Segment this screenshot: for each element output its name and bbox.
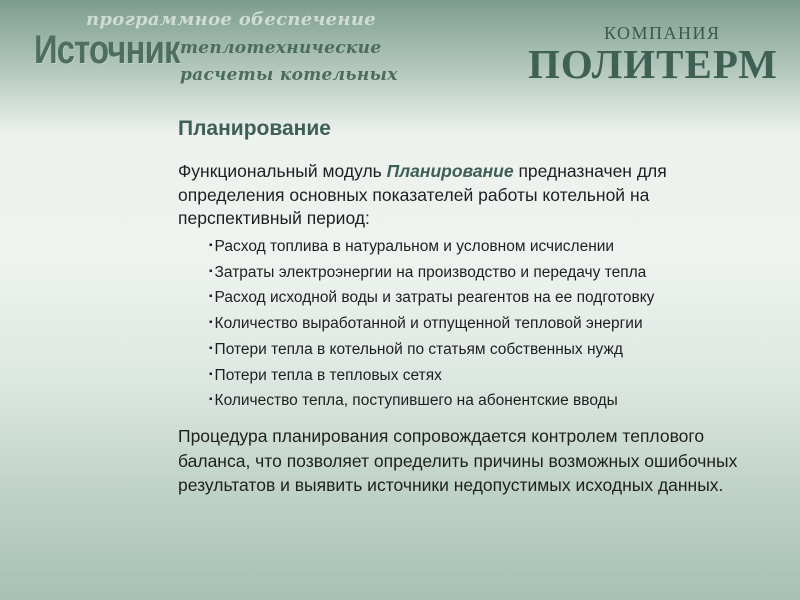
bullet-marker: ▪ <box>209 317 213 329</box>
list-item-text: Количество выработанной и отпущенной тепловой энергии <box>214 315 643 333</box>
list-item-text: Количество тепла, поступившего на абонентские вводы <box>214 392 618 410</box>
company-label: КОМПАНИЯ <box>604 23 721 43</box>
page-title: Планирование <box>178 117 331 140</box>
list-item <box>209 260 654 286</box>
header-banner <box>0 0 800 110</box>
list-item <box>209 337 654 363</box>
list-item-text: Потери тепла в тепловых сетях <box>214 366 442 384</box>
product-logo: Источник <box>34 28 180 72</box>
list-item <box>209 388 654 414</box>
bullet-marker: ▪ <box>209 368 213 380</box>
list-item-text: Расход топлива в натуральном и условном исчислении <box>214 238 615 255</box>
list-item-text: Затраты электроэнергии на производство и передачу тепла <box>214 263 647 281</box>
list-item-text: Потери тепла в котельной по статьям собственных нужд <box>214 340 623 358</box>
list-item <box>209 234 654 260</box>
tagline-thermal: теплотехнические <box>180 38 382 58</box>
intro-module-name: Планирование <box>386 161 514 181</box>
list-item <box>209 363 654 389</box>
bullet-marker: ▪ <box>209 342 213 354</box>
tagline-software: программное обеспечение <box>86 9 376 30</box>
list-item-text: Расход исходной воды и затраты реагентов на ее подготовку <box>214 289 655 307</box>
outro-paragraph: Процедура планирования сопровождается контролем теплового баланса, что позволяет определить причины возможных ошибочных результатов и выявить источники недопустимых исходных данных. <box>178 426 738 495</box>
bullet-marker: ▪ <box>209 291 213 303</box>
company-name: ПОЛИТЕРМ <box>528 41 778 87</box>
intro-text-start: Функциональный модуль <box>178 161 387 181</box>
list-item <box>209 285 654 311</box>
list-item <box>209 311 654 337</box>
bullet-marker: ▪ <box>209 240 213 251</box>
indicator-list <box>209 234 654 414</box>
bullet-marker: ▪ <box>209 394 213 406</box>
intro-text-end: предназначен для определения основных показателей работы котельной на перспективный период: <box>178 161 667 228</box>
tagline-boilers: расчеты котельных <box>180 65 398 85</box>
intro-paragraph <box>178 160 738 231</box>
bullet-marker: ▪ <box>209 265 213 277</box>
